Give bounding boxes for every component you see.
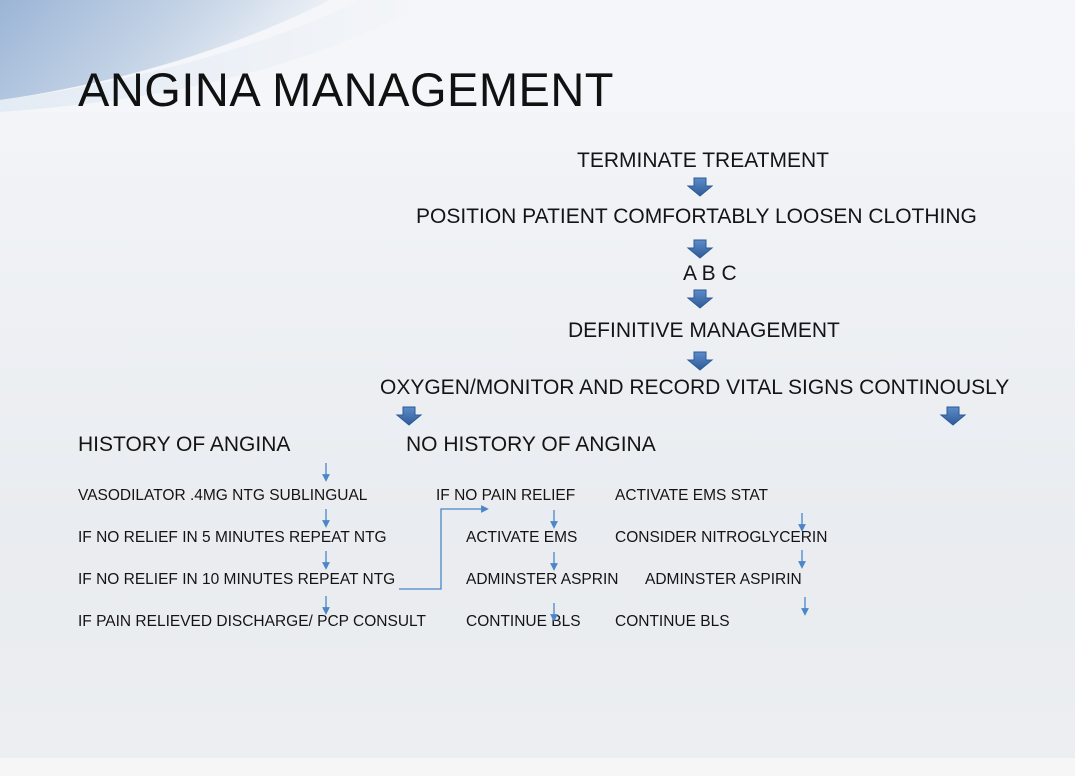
no-history-step: CONSIDER NITROGLYCERIN [615, 529, 828, 546]
bottom-strip [0, 758, 1075, 776]
branch-no-history-of-angina: NO HISTORY OF ANGINA [406, 433, 656, 456]
no-history-step: ACTIVATE EMS STAT [615, 487, 769, 504]
history-step: IF NO RELIEF IN 10 MINUTES REPEAT NTG [78, 571, 396, 588]
block-arrow-icon [688, 290, 712, 308]
no-pain-relief-step: IF NO PAIN RELIEF [436, 487, 576, 504]
no-pain-relief-step: ACTIVATE EMS [466, 529, 578, 546]
slide-title: ANGINA MANAGEMENT [78, 63, 615, 116]
no-pain-relief-step: ADMINSTER ASPRIN [466, 571, 619, 588]
connector-arrow-icon [399, 509, 485, 589]
block-arrow-icon [688, 178, 712, 196]
block-arrow-icon [941, 407, 965, 425]
no-history-step: ADMINSTER ASPIRIN [645, 571, 802, 588]
no-history-step: CONTINUE BLS [615, 613, 730, 630]
block-arrow-icon [397, 407, 421, 425]
block-arrow-icon [688, 352, 712, 370]
step-position-patient: POSITION PATIENT COMFORTABLY LOOSEN CLOTHING [416, 205, 977, 228]
history-step: IF NO RELIEF IN 5 MINUTES REPEAT NTG [78, 529, 387, 546]
step-abc: A B C [683, 262, 737, 285]
history-step: VASODILATOR .4MG NTG SUBLINGUAL [78, 487, 368, 504]
step-oxygen-monitor: OXYGEN/MONITOR AND RECORD VITAL SIGNS CONTINOUSLY [380, 376, 1010, 399]
history-step: IF PAIN RELIEVED DISCHARGE/ PCP CONSULT [78, 613, 426, 630]
branch-history-of-angina: HISTORY OF ANGINA [78, 433, 291, 456]
block-arrow-icon [688, 240, 712, 258]
no-pain-relief-step: CONTINUE BLS [466, 613, 581, 630]
step-terminate-treatment: TERMINATE TREATMENT [577, 149, 829, 172]
step-definitive-management: DEFINITIVE MANAGEMENT [568, 319, 840, 342]
